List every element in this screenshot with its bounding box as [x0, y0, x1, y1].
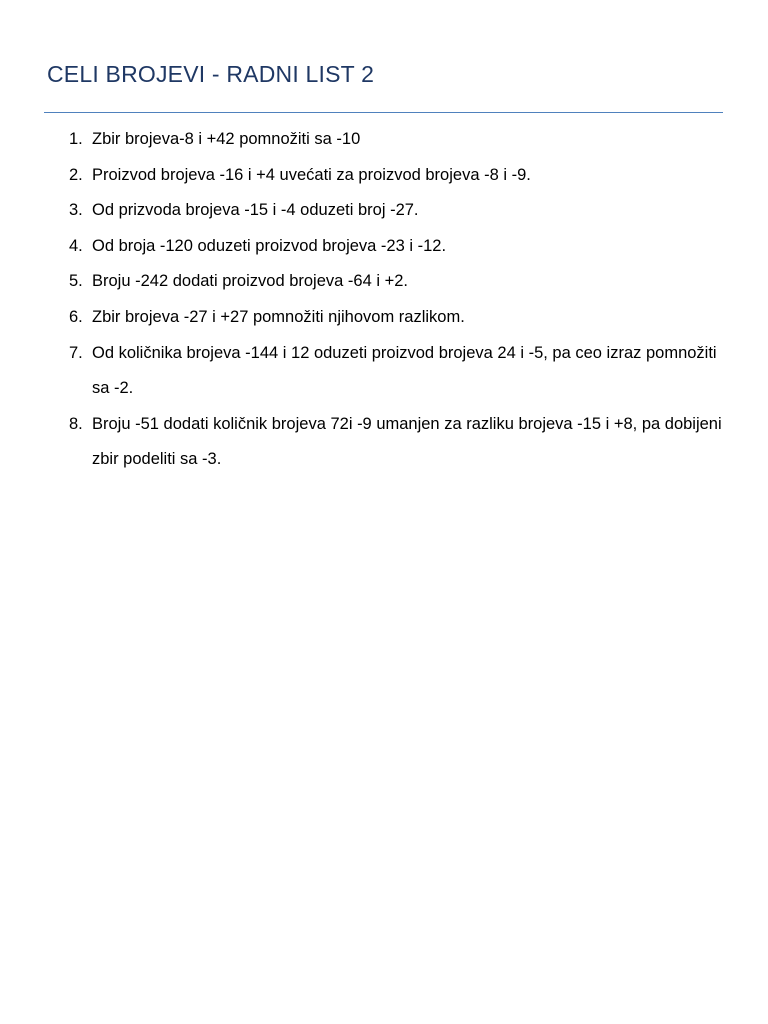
task-item-1: [0, 122, 732, 158]
task-item-3: [0, 193, 732, 229]
task-text: Zbir brojeva -27 i +27 pomnožiti njihovom razlikom.: [92, 307, 465, 326]
task-text: Broju -242 dodati proizvod brojeva -64 i +2.: [92, 272, 408, 291]
task-number: 2.: [69, 165, 83, 184]
task-item-8: [0, 407, 732, 478]
task-text: Zbir brojeva-8 i +42 pomnožiti sa -10: [92, 130, 361, 148]
worksheet-title: CELI BROJEVI - RADNI LIST 2: [47, 61, 375, 87]
task-number: 3.: [69, 201, 83, 220]
task-item-6: [0, 300, 732, 336]
task-number: 1.: [69, 130, 83, 148]
task-text: Od količnika brojeva -144 i 12 oduzeti proizvod brojeva 24 i -5, pa ceo izraz pomnožiti sa -2.: [92, 343, 717, 398]
task-number: 8.: [69, 414, 83, 433]
task-text: Proizvod brojeva -16 i +4 uvećati za proizvod brojeva -8 i -9.: [92, 165, 531, 184]
title-divider: [44, 112, 723, 113]
task-text: Od prizvoda brojeva -15 i -4 oduzeti broj -27.: [92, 201, 419, 220]
task-item-5: [0, 264, 732, 300]
task-text: Od broja -120 oduzeti proizvod brojeva -23 i -12.: [92, 236, 447, 255]
task-item-4: [0, 229, 732, 265]
task-number: 5.: [69, 272, 83, 291]
task-text: Broju -51 dodati količnik brojeva 72i -9 umanjen za razliku brojeva -15 i +8, pa dobijeni zbir podeliti sa -3.: [92, 414, 722, 469]
task-list: [0, 122, 768, 478]
task-item-2: [0, 158, 732, 194]
task-number: 7.: [69, 343, 83, 362]
task-number: 4.: [69, 236, 83, 255]
task-item-7: [0, 336, 732, 407]
task-number: 6.: [69, 307, 83, 326]
